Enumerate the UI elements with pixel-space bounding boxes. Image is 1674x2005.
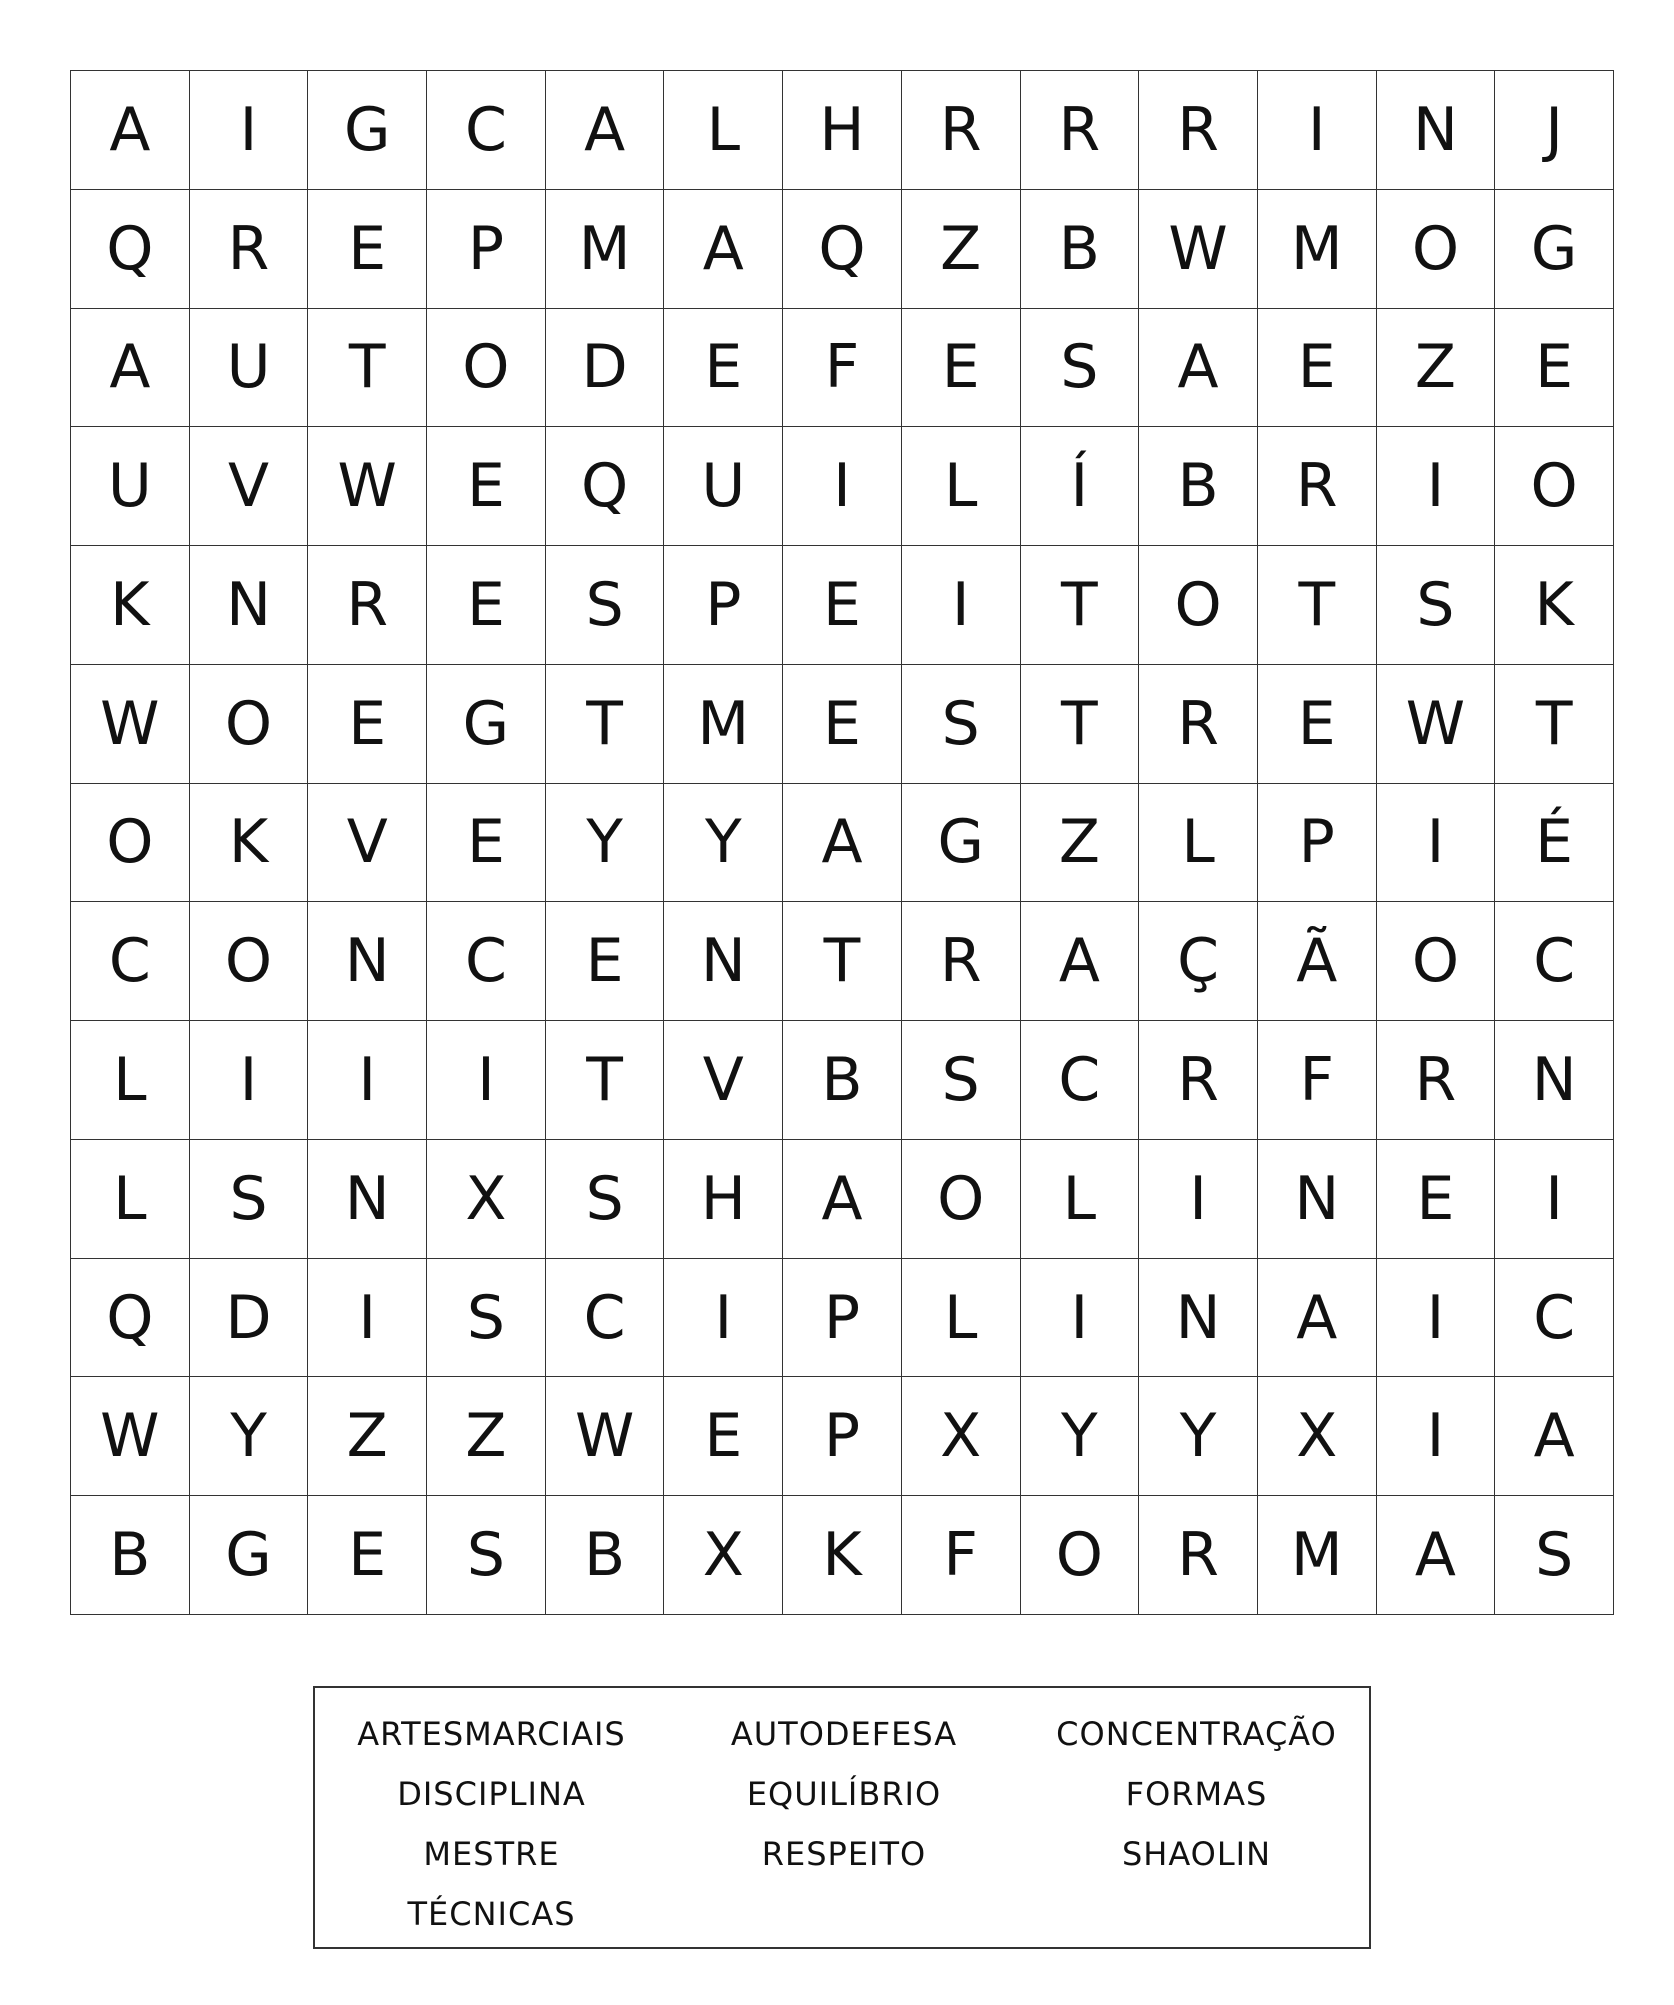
grid-cell[interactable]: E	[902, 309, 1021, 428]
grid-cell[interactable]: Z	[427, 1377, 546, 1496]
grid-cell[interactable]: V	[308, 784, 427, 903]
grid-cell[interactable]: T	[546, 1021, 665, 1140]
word-list-item: ARTESMARCIAIS	[357, 1715, 626, 1753]
grid-cell[interactable]: A	[1021, 902, 1140, 1021]
grid-cell[interactable]: B	[1021, 190, 1140, 309]
grid-cell[interactable]: A	[783, 1140, 902, 1259]
grid-cell[interactable]: Q	[783, 190, 902, 309]
grid-cell[interactable]: A	[1258, 1259, 1377, 1378]
grid-cell[interactable]: Y	[546, 784, 665, 903]
grid-cell[interactable]: E	[664, 1377, 783, 1496]
grid-cell[interactable]: C	[546, 1259, 665, 1378]
grid-cell[interactable]: O	[1021, 1496, 1140, 1615]
grid-cell[interactable]: A	[783, 784, 902, 903]
grid-cell[interactable]: R	[1258, 427, 1377, 546]
grid-cell[interactable]: I	[1377, 784, 1496, 903]
grid-cell[interactable]: A	[71, 309, 190, 428]
grid-cell[interactable]: X	[902, 1377, 1021, 1496]
grid-cell[interactable]: U	[664, 427, 783, 546]
grid-cell[interactable]: L	[71, 1140, 190, 1259]
grid-cell[interactable]: L	[1021, 1140, 1140, 1259]
grid-cell[interactable]: M	[1258, 1496, 1377, 1615]
grid-cell[interactable]: J	[1495, 71, 1614, 190]
grid-cell[interactable]: I	[308, 1021, 427, 1140]
grid-cell[interactable]: O	[427, 309, 546, 428]
grid-cell[interactable]: G	[427, 665, 546, 784]
grid-cell[interactable]: S	[1495, 1496, 1614, 1615]
grid-cell[interactable]: P	[783, 1259, 902, 1378]
grid-cell[interactable]: C	[1495, 902, 1614, 1021]
grid-cell[interactable]: M	[664, 665, 783, 784]
grid-cell[interactable]: O	[1377, 190, 1496, 309]
grid-cell[interactable]: V	[664, 1021, 783, 1140]
grid-cell[interactable]: Y	[190, 1377, 309, 1496]
grid-cell[interactable]: S	[902, 1021, 1021, 1140]
grid-cell[interactable]: B	[546, 1496, 665, 1615]
grid-cell[interactable]: E	[308, 665, 427, 784]
grid-cell[interactable]: T	[1021, 665, 1140, 784]
grid-cell[interactable]: O	[190, 902, 309, 1021]
grid-cell[interactable]: E	[427, 784, 546, 903]
grid-cell[interactable]: N	[190, 546, 309, 665]
grid-cell[interactable]: A	[546, 71, 665, 190]
grid-cell[interactable]: A	[664, 190, 783, 309]
grid-cell[interactable]: T	[783, 902, 902, 1021]
grid-cell[interactable]: K	[783, 1496, 902, 1615]
word-list-box	[313, 1686, 1371, 1949]
grid-cell[interactable]: F	[783, 309, 902, 428]
grid-cell[interactable]: Y	[664, 784, 783, 903]
grid-cell[interactable]: N	[308, 902, 427, 1021]
grid-cell[interactable]: E	[308, 190, 427, 309]
grid-cell[interactable]: A	[1139, 309, 1258, 428]
grid-cell[interactable]: S	[190, 1140, 309, 1259]
grid-cell[interactable]: N	[1258, 1140, 1377, 1259]
word-search-grid	[70, 70, 1614, 1615]
grid-cell[interactable]: H	[783, 71, 902, 190]
grid-cell[interactable]: I	[664, 1259, 783, 1378]
grid-cell[interactable]: O	[1495, 427, 1614, 546]
grid-cell[interactable]: C	[71, 902, 190, 1021]
grid-cell[interactable]: O	[902, 1140, 1021, 1259]
grid-cell[interactable]: R	[1139, 1021, 1258, 1140]
grid-cell[interactable]: Y	[1021, 1377, 1140, 1496]
grid-cell[interactable]: G	[190, 1496, 309, 1615]
grid-cell[interactable]: S	[427, 1259, 546, 1378]
word-list-item: RESPEITO	[761, 1835, 927, 1873]
grid-cell[interactable]: E	[1258, 309, 1377, 428]
grid-cell[interactable]: P	[427, 190, 546, 309]
grid-cell[interactable]: C	[1021, 1021, 1140, 1140]
grid-cell[interactable]: E	[427, 427, 546, 546]
grid-cell[interactable]: W	[71, 1377, 190, 1496]
grid-cell[interactable]: A	[1377, 1496, 1496, 1615]
grid-cell[interactable]: E	[308, 1496, 427, 1615]
grid-cell[interactable]: B	[71, 1496, 190, 1615]
grid-cell[interactable]: S	[546, 1140, 665, 1259]
grid-cell[interactable]: Z	[902, 190, 1021, 309]
grid-cell[interactable]: T	[546, 665, 665, 784]
grid-cell[interactable]: K	[1495, 546, 1614, 665]
grid-cell[interactable]: L	[902, 1259, 1021, 1378]
grid-cell[interactable]: D	[190, 1259, 309, 1378]
grid-cell[interactable]: Í	[1021, 427, 1140, 546]
grid-cell[interactable]: L	[902, 427, 1021, 546]
grid-cell[interactable]: I	[1377, 1377, 1496, 1496]
grid-cell[interactable]: Ç	[1139, 902, 1258, 1021]
word-list-item: FORMAS	[1125, 1775, 1268, 1813]
grid-cell[interactable]: R	[1139, 71, 1258, 190]
grid-cell[interactable]: N	[308, 1140, 427, 1259]
grid-cell[interactable]: C	[1495, 1259, 1614, 1378]
grid-cell[interactable]: L	[1139, 784, 1258, 903]
grid-cell[interactable]: E	[1495, 309, 1614, 428]
grid-cell[interactable]: S	[1377, 546, 1496, 665]
grid-cell[interactable]: C	[427, 902, 546, 1021]
grid-cell[interactable]: X	[664, 1496, 783, 1615]
grid-cell[interactable]: L	[664, 71, 783, 190]
grid-cell[interactable]: T	[1258, 546, 1377, 665]
word-list-item: EQUILÍBRIO	[746, 1775, 942, 1813]
grid-cell[interactable]: N	[1495, 1021, 1614, 1140]
grid-cell[interactable]: E	[427, 546, 546, 665]
grid-cell[interactable]: M	[546, 190, 665, 309]
grid-cell[interactable]: Q	[71, 190, 190, 309]
grid-cell[interactable]: E	[1377, 1140, 1496, 1259]
grid-cell[interactable]: T	[1495, 665, 1614, 784]
grid-cell[interactable]: W	[546, 1377, 665, 1496]
grid-cell[interactable]: R	[1139, 665, 1258, 784]
word-list-item: MESTRE	[423, 1835, 560, 1873]
grid-cell[interactable]: R	[1021, 71, 1140, 190]
grid-cell[interactable]: I	[190, 1021, 309, 1140]
grid-cell[interactable]: T	[1021, 546, 1140, 665]
grid-cell[interactable]: P	[1258, 784, 1377, 903]
word-list-item: AUTODEFESA	[730, 1715, 958, 1753]
grid-cell[interactable]: P	[783, 1377, 902, 1496]
grid-cell[interactable]: U	[190, 309, 309, 428]
grid-cell[interactable]: I	[902, 546, 1021, 665]
grid-cell[interactable]: K	[71, 546, 190, 665]
grid-cell[interactable]: H	[664, 1140, 783, 1259]
grid-cell[interactable]: W	[1139, 190, 1258, 309]
grid-cell[interactable]: G	[1495, 190, 1614, 309]
grid-cell[interactable]: E	[783, 546, 902, 665]
grid-cell[interactable]: Q	[546, 427, 665, 546]
grid-cell[interactable]: I	[1377, 427, 1496, 546]
grid-cell[interactable]: O	[1377, 902, 1496, 1021]
grid-cell[interactable]: C	[427, 71, 546, 190]
grid-cell[interactable]: I	[427, 1021, 546, 1140]
word-list-item: TÉCNICAS	[407, 1895, 576, 1933]
word-list	[315, 1704, 1369, 1944]
grid-cell[interactable]: B	[1139, 427, 1258, 546]
grid-cell[interactable]: P	[664, 546, 783, 665]
grid-cell[interactable]: S	[546, 546, 665, 665]
word-list-item: CONCENTRAÇÃO	[1056, 1715, 1337, 1753]
grid-cell[interactable]: N	[664, 902, 783, 1021]
grid-cell[interactable]: S	[902, 665, 1021, 784]
grid-cell[interactable]: A	[71, 71, 190, 190]
grid-cell[interactable]: A	[1495, 1377, 1614, 1496]
grid-cell[interactable]: N	[1377, 71, 1496, 190]
grid-cell[interactable]: X	[427, 1140, 546, 1259]
grid-cell[interactable]: R	[190, 190, 309, 309]
grid-cell[interactable]: W	[71, 665, 190, 784]
grid-cell[interactable]: T	[308, 309, 427, 428]
grid-cell[interactable]: I	[783, 427, 902, 546]
grid-cell[interactable]: D	[546, 309, 665, 428]
grid-cell[interactable]: B	[783, 1021, 902, 1140]
grid-cell[interactable]: R	[902, 902, 1021, 1021]
grid-cell[interactable]: I	[190, 71, 309, 190]
word-list-item: DISCIPLINA	[397, 1775, 586, 1813]
grid-cell[interactable]: R	[1377, 1021, 1496, 1140]
grid-cell[interactable]: S	[1021, 309, 1140, 428]
grid-cell[interactable]: I	[1258, 71, 1377, 190]
grid-cell[interactable]: X	[1258, 1377, 1377, 1496]
grid-cell[interactable]: V	[190, 427, 309, 546]
word-list-item: SHAOLIN	[1121, 1835, 1272, 1873]
grid-cell[interactable]: L	[71, 1021, 190, 1140]
grid-cell[interactable]: I	[308, 1259, 427, 1378]
grid-cell[interactable]: R	[902, 71, 1021, 190]
grid-cell[interactable]: Ã	[1258, 902, 1377, 1021]
grid-cell[interactable]: E	[783, 665, 902, 784]
grid-cell[interactable]: Z	[308, 1377, 427, 1496]
grid-cell[interactable]: W	[1377, 665, 1496, 784]
grid-cell[interactable]: S	[427, 1496, 546, 1615]
grid-cell[interactable]: G	[308, 71, 427, 190]
grid-cell[interactable]: E	[664, 309, 783, 428]
grid-cell[interactable]: E	[546, 902, 665, 1021]
grid-cell[interactable]: N	[1139, 1259, 1258, 1378]
grid-cell[interactable]: O	[71, 784, 190, 903]
grid-cell[interactable]: Y	[1139, 1377, 1258, 1496]
grid-cell[interactable]: R	[308, 546, 427, 665]
grid-cell[interactable]: Q	[71, 1259, 190, 1378]
grid-cell[interactable]: Z	[1021, 784, 1140, 903]
grid-cell[interactable]: I	[1377, 1259, 1496, 1378]
grid-cell[interactable]: R	[1139, 1496, 1258, 1615]
grid-cell[interactable]: F	[902, 1496, 1021, 1615]
grid-cell[interactable]: Z	[1377, 309, 1496, 428]
grid-cell[interactable]: M	[1258, 190, 1377, 309]
grid-cell[interactable]: É	[1495, 784, 1614, 903]
grid-cell[interactable]: W	[308, 427, 427, 546]
grid-cell[interactable]: F	[1258, 1021, 1377, 1140]
grid-cell[interactable]: I	[1495, 1140, 1614, 1259]
grid-cell[interactable]: I	[1139, 1140, 1258, 1259]
grid-cell[interactable]: O	[1139, 546, 1258, 665]
grid-cell[interactable]: K	[190, 784, 309, 903]
grid-cell[interactable]: O	[190, 665, 309, 784]
grid-cell[interactable]: G	[902, 784, 1021, 903]
grid-cell[interactable]: I	[1021, 1259, 1140, 1378]
grid-cell[interactable]: U	[71, 427, 190, 546]
grid-cell[interactable]: E	[1258, 665, 1377, 784]
